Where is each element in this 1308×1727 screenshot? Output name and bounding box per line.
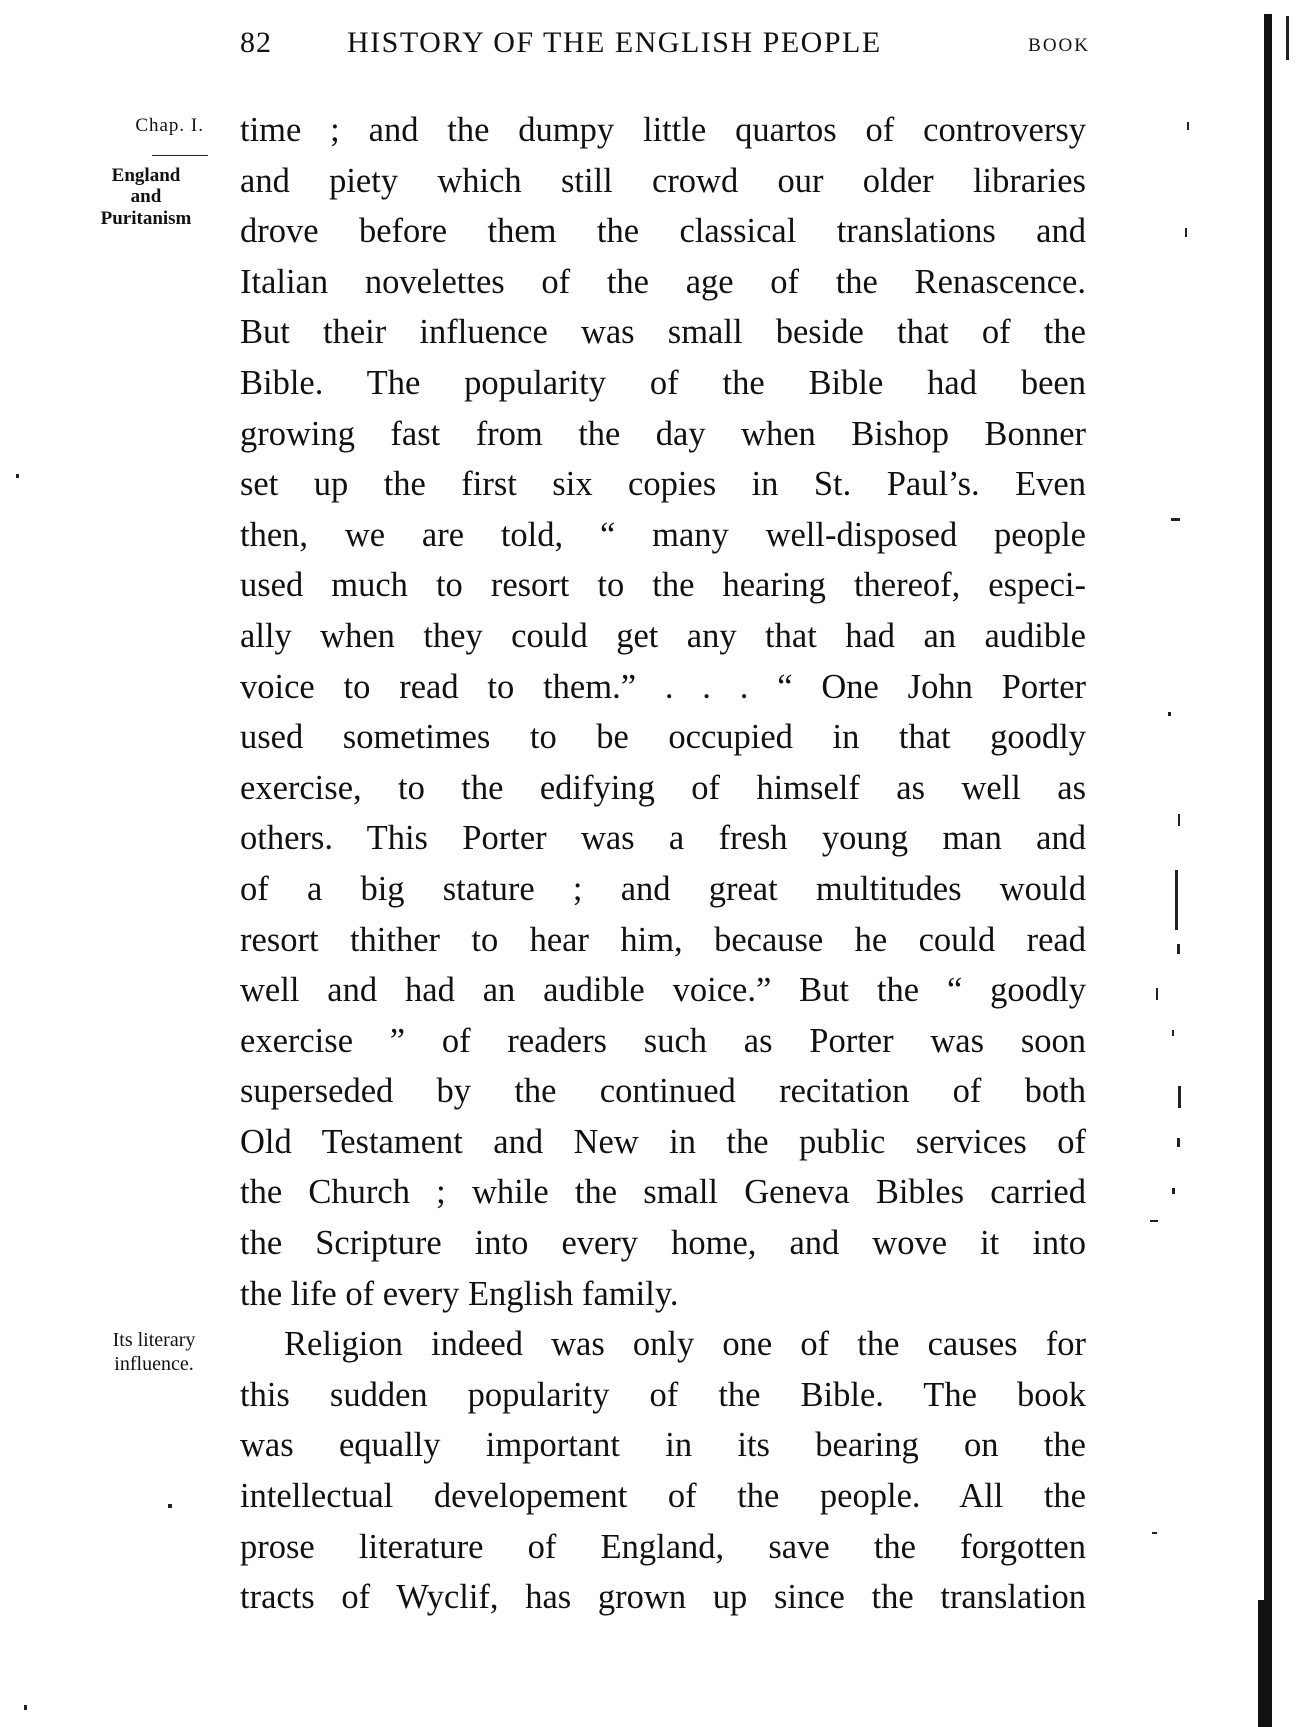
text-line: of a big stature ; and great multitudes would — [240, 869, 1086, 908]
text-line: set up the first six copies in St. Paul’s. Even — [240, 465, 1086, 504]
book-label: BOOK — [1028, 35, 1090, 56]
text-line: But their influence was small beside that of the — [240, 313, 1086, 352]
scan-speck — [1178, 1086, 1181, 1108]
scan-speck — [1177, 944, 1180, 954]
scan-speck — [1175, 870, 1178, 930]
scan-speck — [1177, 1138, 1180, 1147]
text-line: voice to read to them.” . . . “ One John Porter — [240, 667, 1086, 706]
text-line: used much to resort to the hearing thereof, especi- — [240, 566, 1086, 605]
text-line: resort thither to hear him, because he could read — [240, 920, 1086, 959]
paragraph-end-line: the life of every English family. — [240, 1274, 679, 1313]
scan-speck — [1168, 712, 1171, 716]
scan-speck — [1150, 1220, 1158, 1222]
scan-edge-shadow — [1258, 1600, 1272, 1727]
section-sidenote-line: England — [111, 165, 181, 186]
text-line: ally when they could get any that had an audible — [240, 616, 1086, 655]
scan-speck — [1185, 228, 1187, 237]
text-line: was equally important in its bearing on the — [240, 1426, 1086, 1465]
text-line: intellectual developement of the people. All the — [240, 1477, 1086, 1516]
page-number: 82 — [240, 26, 272, 59]
scan-speck — [1187, 122, 1189, 130]
text-line: this sudden popularity of the Bible. The book — [240, 1375, 1086, 1414]
text-line: then, we are told, “ many well-disposed people — [240, 515, 1086, 554]
text-line: Old Testament and New in the public services of — [240, 1122, 1086, 1161]
scan-speck — [16, 474, 19, 478]
text-line: time ; and the dumpy little quartos of controversy — [240, 111, 1086, 149]
text-line: drove before them the classical translations and — [240, 212, 1086, 251]
text-line: prose literature of England, save the forgotten — [240, 1527, 1086, 1566]
text-line: Bible. The popularity of the Bible had been — [240, 363, 1086, 402]
scan-speck — [1171, 518, 1180, 521]
literary-sidenote-line: Its literary — [112, 1329, 196, 1351]
scan-speck — [1156, 988, 1158, 1000]
scan-speck — [1178, 814, 1180, 826]
scan-speck — [1172, 1030, 1174, 1036]
text-line: tracts of Wyclif, has grown up since the translation — [240, 1578, 1086, 1617]
text-line: used sometimes to be occupied in that goodly — [240, 718, 1086, 757]
text-line: exercise ” of readers such as Porter was soon — [240, 1021, 1086, 1060]
text-line: superseded by the continued recitation of both — [240, 1072, 1086, 1111]
scan-speck — [168, 1504, 172, 1508]
running-header — [240, 26, 1090, 66]
scan-speck — [1172, 1188, 1175, 1194]
scan-speck — [1286, 16, 1289, 60]
chapter-rule — [152, 155, 208, 156]
scan-speck — [24, 1705, 27, 1710]
text-line: growing fast from the day when Bishop Bonner — [240, 414, 1086, 453]
text-line: well and had an audible voice.” But the “ goodly — [240, 971, 1086, 1010]
body-text — [240, 105, 1086, 1623]
section-sidenote — [64, 165, 228, 229]
section-sidenote-line: Puritanism — [100, 207, 192, 229]
text-line: others. This Porter was a fresh young man and — [240, 819, 1086, 858]
chapter-label: Chap. I. — [135, 115, 204, 136]
section-sidenote-line: and — [130, 186, 162, 208]
paragraph-start-line: Religion indeed was only one of the causes for — [284, 1325, 1086, 1364]
literary-sidenote-line: influence. — [114, 1353, 194, 1376]
scan-speck — [1152, 1532, 1157, 1534]
text-line: the Church ; while the small Geneva Bibles carried — [240, 1173, 1086, 1212]
text-line: the Scripture into every home, and wove it into — [240, 1224, 1086, 1263]
text-line: exercise, to the edifying of himself as well as — [240, 768, 1086, 807]
running-title: HISTORY OF THE ENGLISH PEOPLE — [347, 26, 882, 59]
text-line: and piety which still crowd our older libraries — [240, 161, 1086, 200]
text-line: Italian novelettes of the age of the Renascence. — [240, 262, 1086, 301]
scan-edge-bar — [1264, 14, 1272, 1727]
literary-sidenote — [84, 1328, 224, 1377]
